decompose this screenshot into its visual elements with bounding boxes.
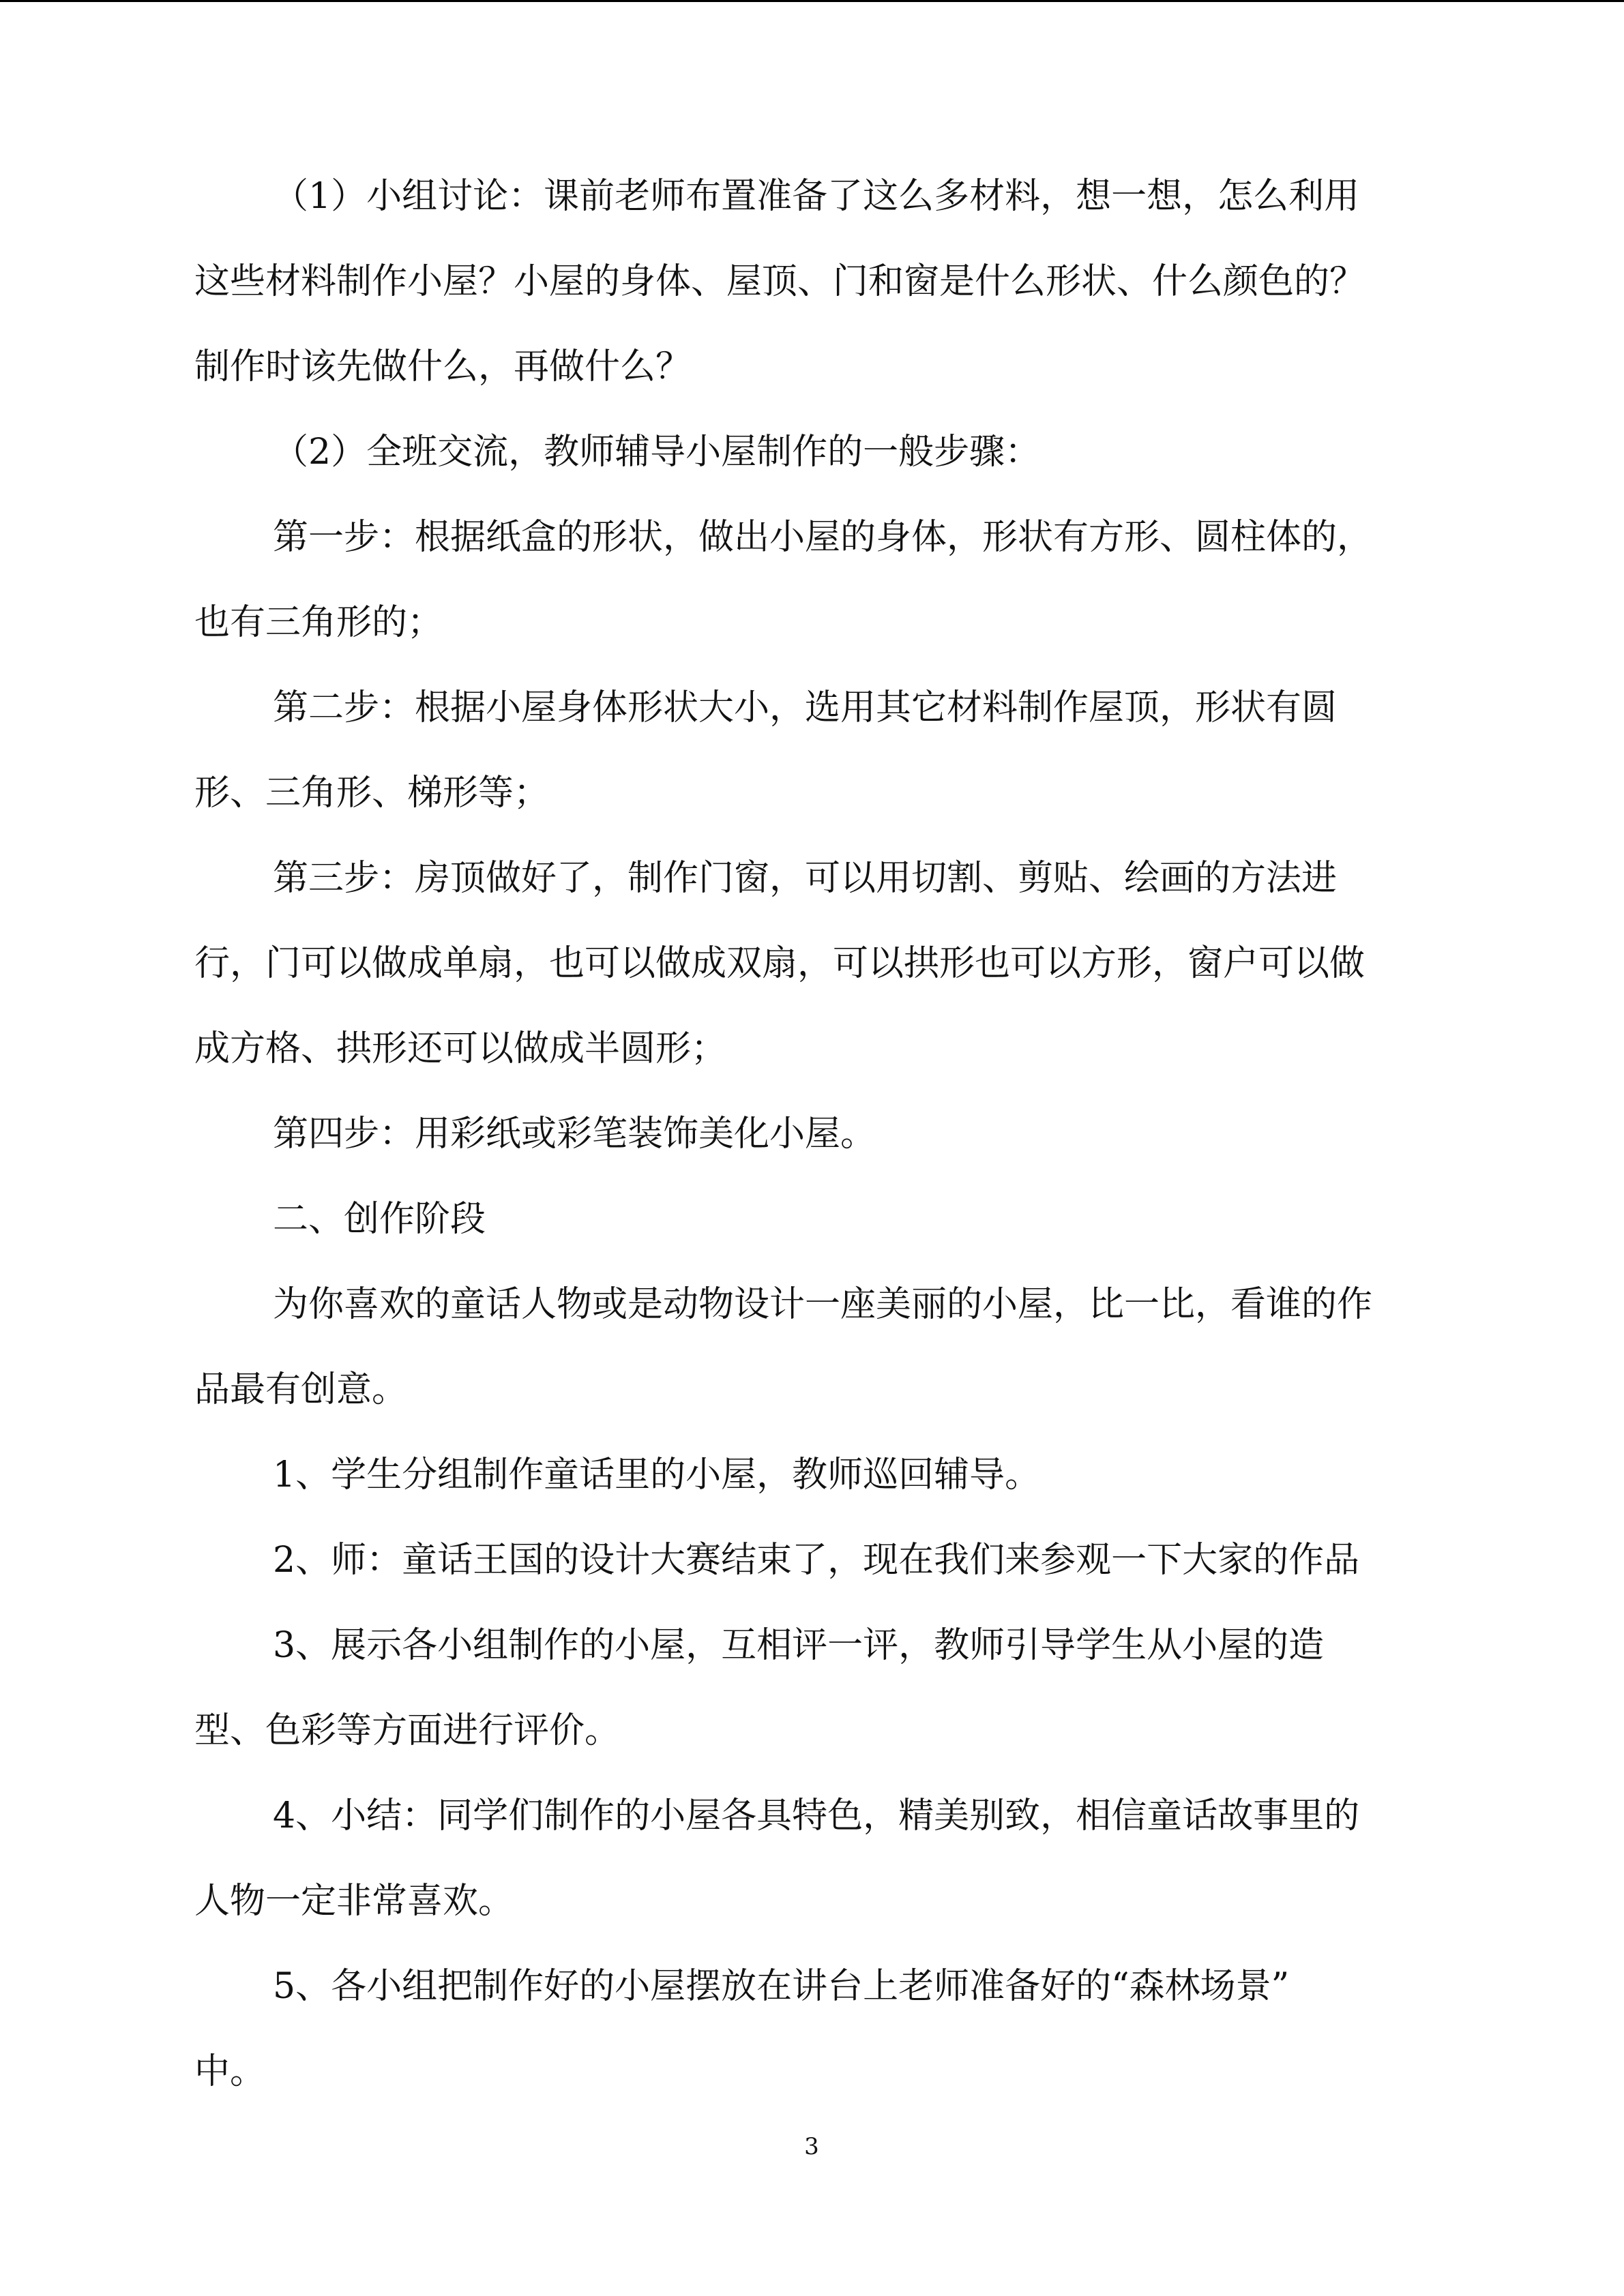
text-line: （1）小组讨论：课前老师布置准备了这么多材料，想一想，怎么利用 <box>273 176 1360 217</box>
text-line: 1、学生分组制作童话里的小屋，教师巡回辅导。 <box>273 1455 1041 1495</box>
top-border-rule <box>0 0 1624 2</box>
text-line: 成方格、拱形还可以做成半圆形； <box>194 1028 727 1069</box>
text-line: 5、各小组把制作好的小屋摆放在讲台上老师准备好的“森林场景” <box>273 1966 1290 2007</box>
text-line: 品最有创意。 <box>194 1369 408 1410</box>
text-line: 第三步：房顶做好了，制作门窗，可以用切割、剪贴、绘画的方法进 <box>273 858 1338 899</box>
text-line: 中。 <box>194 2051 266 2092</box>
text-line: 形、三角形、梯形等； <box>194 773 550 814</box>
text-line: 型、色彩等方面进行评价。 <box>194 1710 621 1751</box>
page-number: 3 <box>804 2133 819 2160</box>
section-heading: 二、创作阶段 <box>273 1199 486 1240</box>
text-line: 制作时该先做什么，再做什么？ <box>194 346 692 387</box>
text-line: 为你喜欢的童话人物或是动物设计一座美丽的小屋，比一比，看谁的作 <box>273 1284 1373 1325</box>
text-line: 3、展示各小组制作的小屋，互相评一评，教师引导学生从小屋的造 <box>273 1625 1325 1666</box>
text-line: （2）全班交流，教师辅导小屋制作的一般步骤： <box>273 432 1041 473</box>
text-line: 这些材料制作小屋？小屋的身体、屋顶、门和窗是什么形状、什么颜色的？ <box>194 261 1365 302</box>
text-line: 第四步：用彩纸或彩笔装饰美化小屋。 <box>273 1114 876 1154</box>
text-line: 第二步：根据小屋身体形状大小，选用其它材料制作屋顶，形状有圆 <box>273 687 1338 728</box>
text-line: 4、小结：同学们制作的小屋各具特色，精美别致，相信童话故事里的 <box>273 1795 1360 1836</box>
text-line: 行，门可以做成单扇，也可以做成双扇，可以拱形也可以方形，窗户可以做 <box>194 943 1365 984</box>
text-line: 第一步：根据纸盒的形状，做出小屋的身体，形状有方形、圆柱体的， <box>273 517 1373 558</box>
text-line: 也有三角形的； <box>194 602 443 643</box>
text-line: 人物一定非常喜欢。 <box>194 1881 514 1922</box>
text-line: 2、师：童话王国的设计大赛结束了，现在我们来参观一下大家的作品 <box>273 1540 1360 1581</box>
